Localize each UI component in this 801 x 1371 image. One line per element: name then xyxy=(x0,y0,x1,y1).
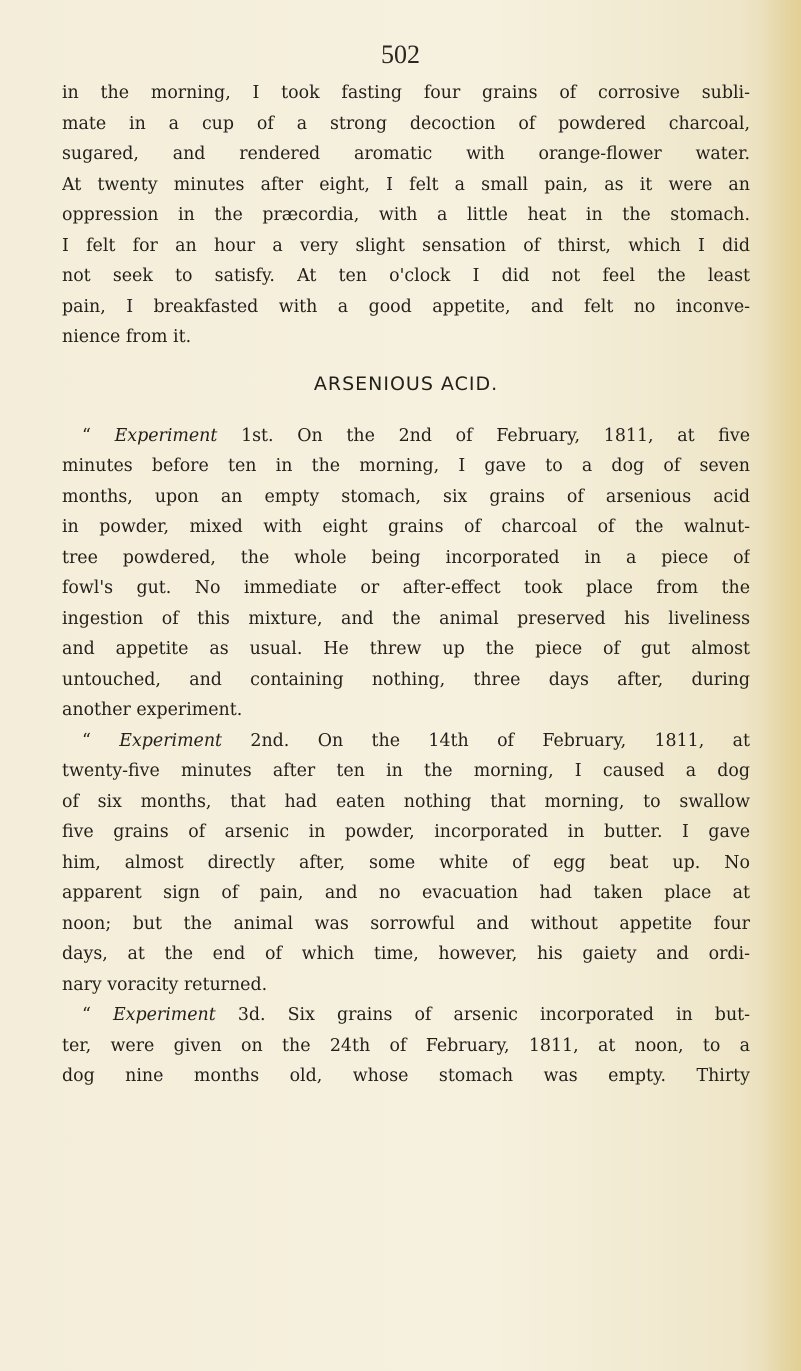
experiment-intro: 3d. Six grains of arsenic incorporated in but- xyxy=(215,1005,750,1025)
open-quote: “ xyxy=(82,730,120,751)
text-line: oppression in the præcordia, with a little heat in the stomach. xyxy=(62,205,750,225)
text-line: five grains of arsenic in powder, incorporated in butter. I gave xyxy=(62,822,750,842)
text-line: twenty-five minutes after ten in the morning, I caused a dog xyxy=(62,761,750,781)
experiment-label: Experiment xyxy=(119,730,223,751)
text-line: not seek to satisfy. At ten o'clock I did not feel the least xyxy=(62,266,750,286)
text-line: ingestion of this mixture, and the animal preserved his liveliness xyxy=(62,608,750,629)
text-line: At twenty minutes after eight, I felt a small pain, as it were an xyxy=(62,174,750,195)
text-line: him, almost directly after, some white of egg beat up. No xyxy=(62,852,750,873)
open-quote: “ xyxy=(82,1005,113,1025)
text-line: pain, I breakfasted with a good appetite, and felt no inconve- xyxy=(62,296,750,317)
experiment-intro: 2nd. On the 14th of February, 1811, at xyxy=(222,730,750,751)
text-line: noon; but the animal was sorrowful and without appetite four xyxy=(62,913,750,934)
text-line: apparent sign of pain, and no evacuation had taken place at xyxy=(62,883,750,903)
text-line: of six months, that had eaten nothing that morning, to swallow xyxy=(62,791,750,812)
open-quote: “ xyxy=(82,425,115,446)
experiment-3-first-line xyxy=(62,1000,750,1031)
text-line: another experiment. xyxy=(62,700,243,720)
text-line: nary voracity returned. xyxy=(62,974,268,995)
text-line: sugared, and rendered aromatic with orange-flower water. xyxy=(62,144,750,164)
text-line: in powder, mixed with eight grains of charcoal of the walnut- xyxy=(62,517,750,537)
text-line: days, at the end of which time, however, his gaiety and ordi- xyxy=(62,944,750,964)
text-line: and appetite as usual. He threw up the piece of gut almost xyxy=(62,639,750,659)
text-line: untouched, and containing nothing, three days after, during xyxy=(62,669,750,690)
text-line: tree powdered, the whole being incorporated in a piece of xyxy=(62,547,750,568)
text-line: mate in a cup of a strong decoction of powdered charcoal, xyxy=(62,113,750,134)
text-line: in the morning, I took fasting four grains of corrosive subli- xyxy=(62,83,750,103)
text-line: I felt for an hour a very slight sensation of thirst, which I did xyxy=(62,235,750,256)
experiment-2-first-line xyxy=(62,726,750,757)
text-line: nience from it. xyxy=(62,327,192,347)
experiment-label: Experiment xyxy=(112,1005,216,1025)
section-heading: ARSENIOUS ACID. xyxy=(313,372,499,395)
text-line: months, upon an empty stomach, six grains of arsenious acid xyxy=(62,486,750,507)
text-line: ter, were given on the 24th of February, 1811, at noon, to a xyxy=(62,1035,750,1056)
text-line: dog nine months old, whose stomach was empty. Thirty xyxy=(62,1066,750,1086)
experiment-intro: 1st. On the 2nd of February, 1811, at five xyxy=(217,425,750,446)
text-line: minutes before ten in the morning, I gave to a dog of seven xyxy=(62,456,750,476)
page-text xyxy=(62,78,750,1092)
text-line: fowl's gut. No immediate or after-effect took place from the xyxy=(62,578,750,598)
page-edge-stain xyxy=(761,0,801,1371)
page-number: 502 xyxy=(381,40,420,69)
experiment-label: Experiment xyxy=(114,425,218,446)
experiment-1-first-line xyxy=(62,421,750,452)
